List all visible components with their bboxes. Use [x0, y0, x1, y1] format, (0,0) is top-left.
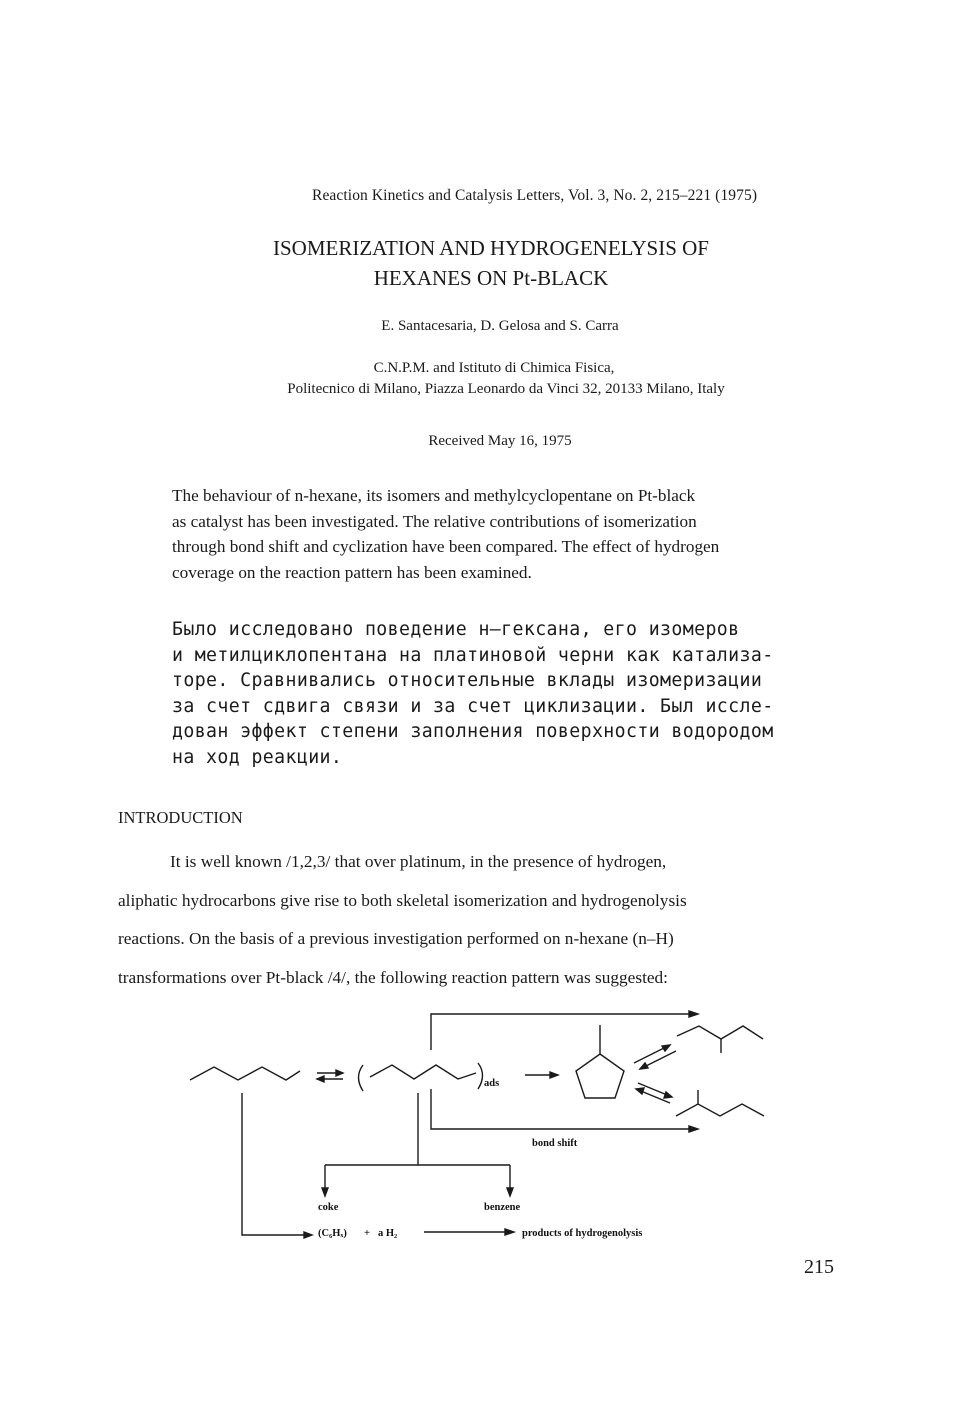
bond-shift-label: bond shift — [532, 1138, 578, 1149]
benzene-label: benzene — [484, 1202, 521, 1213]
journal-citation: Reaction Kinetics and Catalysis Letters, Vol. 3, No. 2, 215–221 (1975) — [312, 187, 758, 204]
3-methylpentane-structure — [676, 1104, 764, 1116]
affiliation-line-1: C.N.P.M. and Istituto di Chimica Fisica, — [373, 360, 615, 376]
abstract-ru-line: дован эффект степени заполнения поверхности водородом — [172, 721, 774, 743]
body-line: transformations over Pt-black /4/, the following reaction pattern was suggested: — [118, 968, 668, 987]
hydrogen-label: a H₂ — [378, 1228, 398, 1239]
reaction-scheme — [180, 1005, 780, 1245]
bond-shift-path-line — [431, 1089, 692, 1129]
methylcyclopentane-structure — [576, 1054, 624, 1098]
cx-label: (C₆Hₓ) — [318, 1228, 347, 1239]
abstract-english — [172, 483, 719, 585]
body-line: aliphatic hydrocarbons give rise to both skeletal isomerization and hydrogenolysis — [118, 891, 687, 910]
title-line-1: ISOMERIZATION AND HYDROGENELYSIS OF — [273, 236, 709, 260]
body-line: reactions. On the basis of a previous investigation performed on n-hexane (n–H) — [118, 929, 674, 948]
cyclization-path-line — [431, 1014, 692, 1050]
body-line: It is well known /1,2,3/ that over platinum, in the presence of hydrogen, — [170, 852, 667, 871]
abstract-ru-line: Было исследовано поведение н–гексана, его изомеров — [172, 619, 740, 640]
abstract-en-line: The behaviour of n-hexane, its isomers and methylcyclopentane on Pt-black — [172, 486, 696, 505]
n-hexane-structure — [190, 1067, 300, 1080]
ads-label: ads — [484, 1078, 500, 1089]
received-date: Received May 16, 1975 — [428, 433, 572, 449]
abstract-ru-line: за счет сдвига связи и за счет циклизации. Был иссле- — [172, 695, 774, 717]
products-label: products of hydrogenolysis — [522, 1228, 643, 1239]
page-number: 215 — [804, 1256, 834, 1278]
title-line-2: HEXANES ON Pt-BLACK — [373, 266, 609, 290]
section-heading: INTRODUCTION — [118, 808, 243, 827]
authors: E. Santacesaria, D. Gelosa and S. Carra — [381, 318, 619, 334]
abstract-russian — [172, 617, 774, 771]
affiliation-line-2: Politecnico di Milano, Piazza Leonardo da Vinci 32, 20133 Milano, Italy — [287, 381, 725, 397]
methylpentane-structure — [677, 1026, 763, 1039]
n-hexane-down-line — [242, 1093, 308, 1235]
abstract-ru-line: на ход реакции. — [172, 746, 343, 768]
abstract-en-line: as catalyst has been investigated. The relative contributions of isomerization — [172, 511, 697, 531]
adsorbed-bracket — [359, 1065, 364, 1091]
abstract-ru-line: торе. Сравнивались относительные вклады изомеризации — [172, 670, 763, 692]
adsorbed-hexane-structure — [370, 1065, 476, 1079]
coke-label: coke — [318, 1202, 339, 1213]
abstract-en-line: through bond shift and cyclization have been compared. The effect of hydrogen — [172, 537, 720, 556]
abstract-ru-line: и метилциклопентана на платиновой черни как катализа- — [172, 644, 774, 666]
abstract-en-line: coverage on the reaction pattern has been examined. — [172, 562, 532, 582]
paper-title — [0, 233, 976, 293]
plus-label: + — [364, 1228, 370, 1239]
